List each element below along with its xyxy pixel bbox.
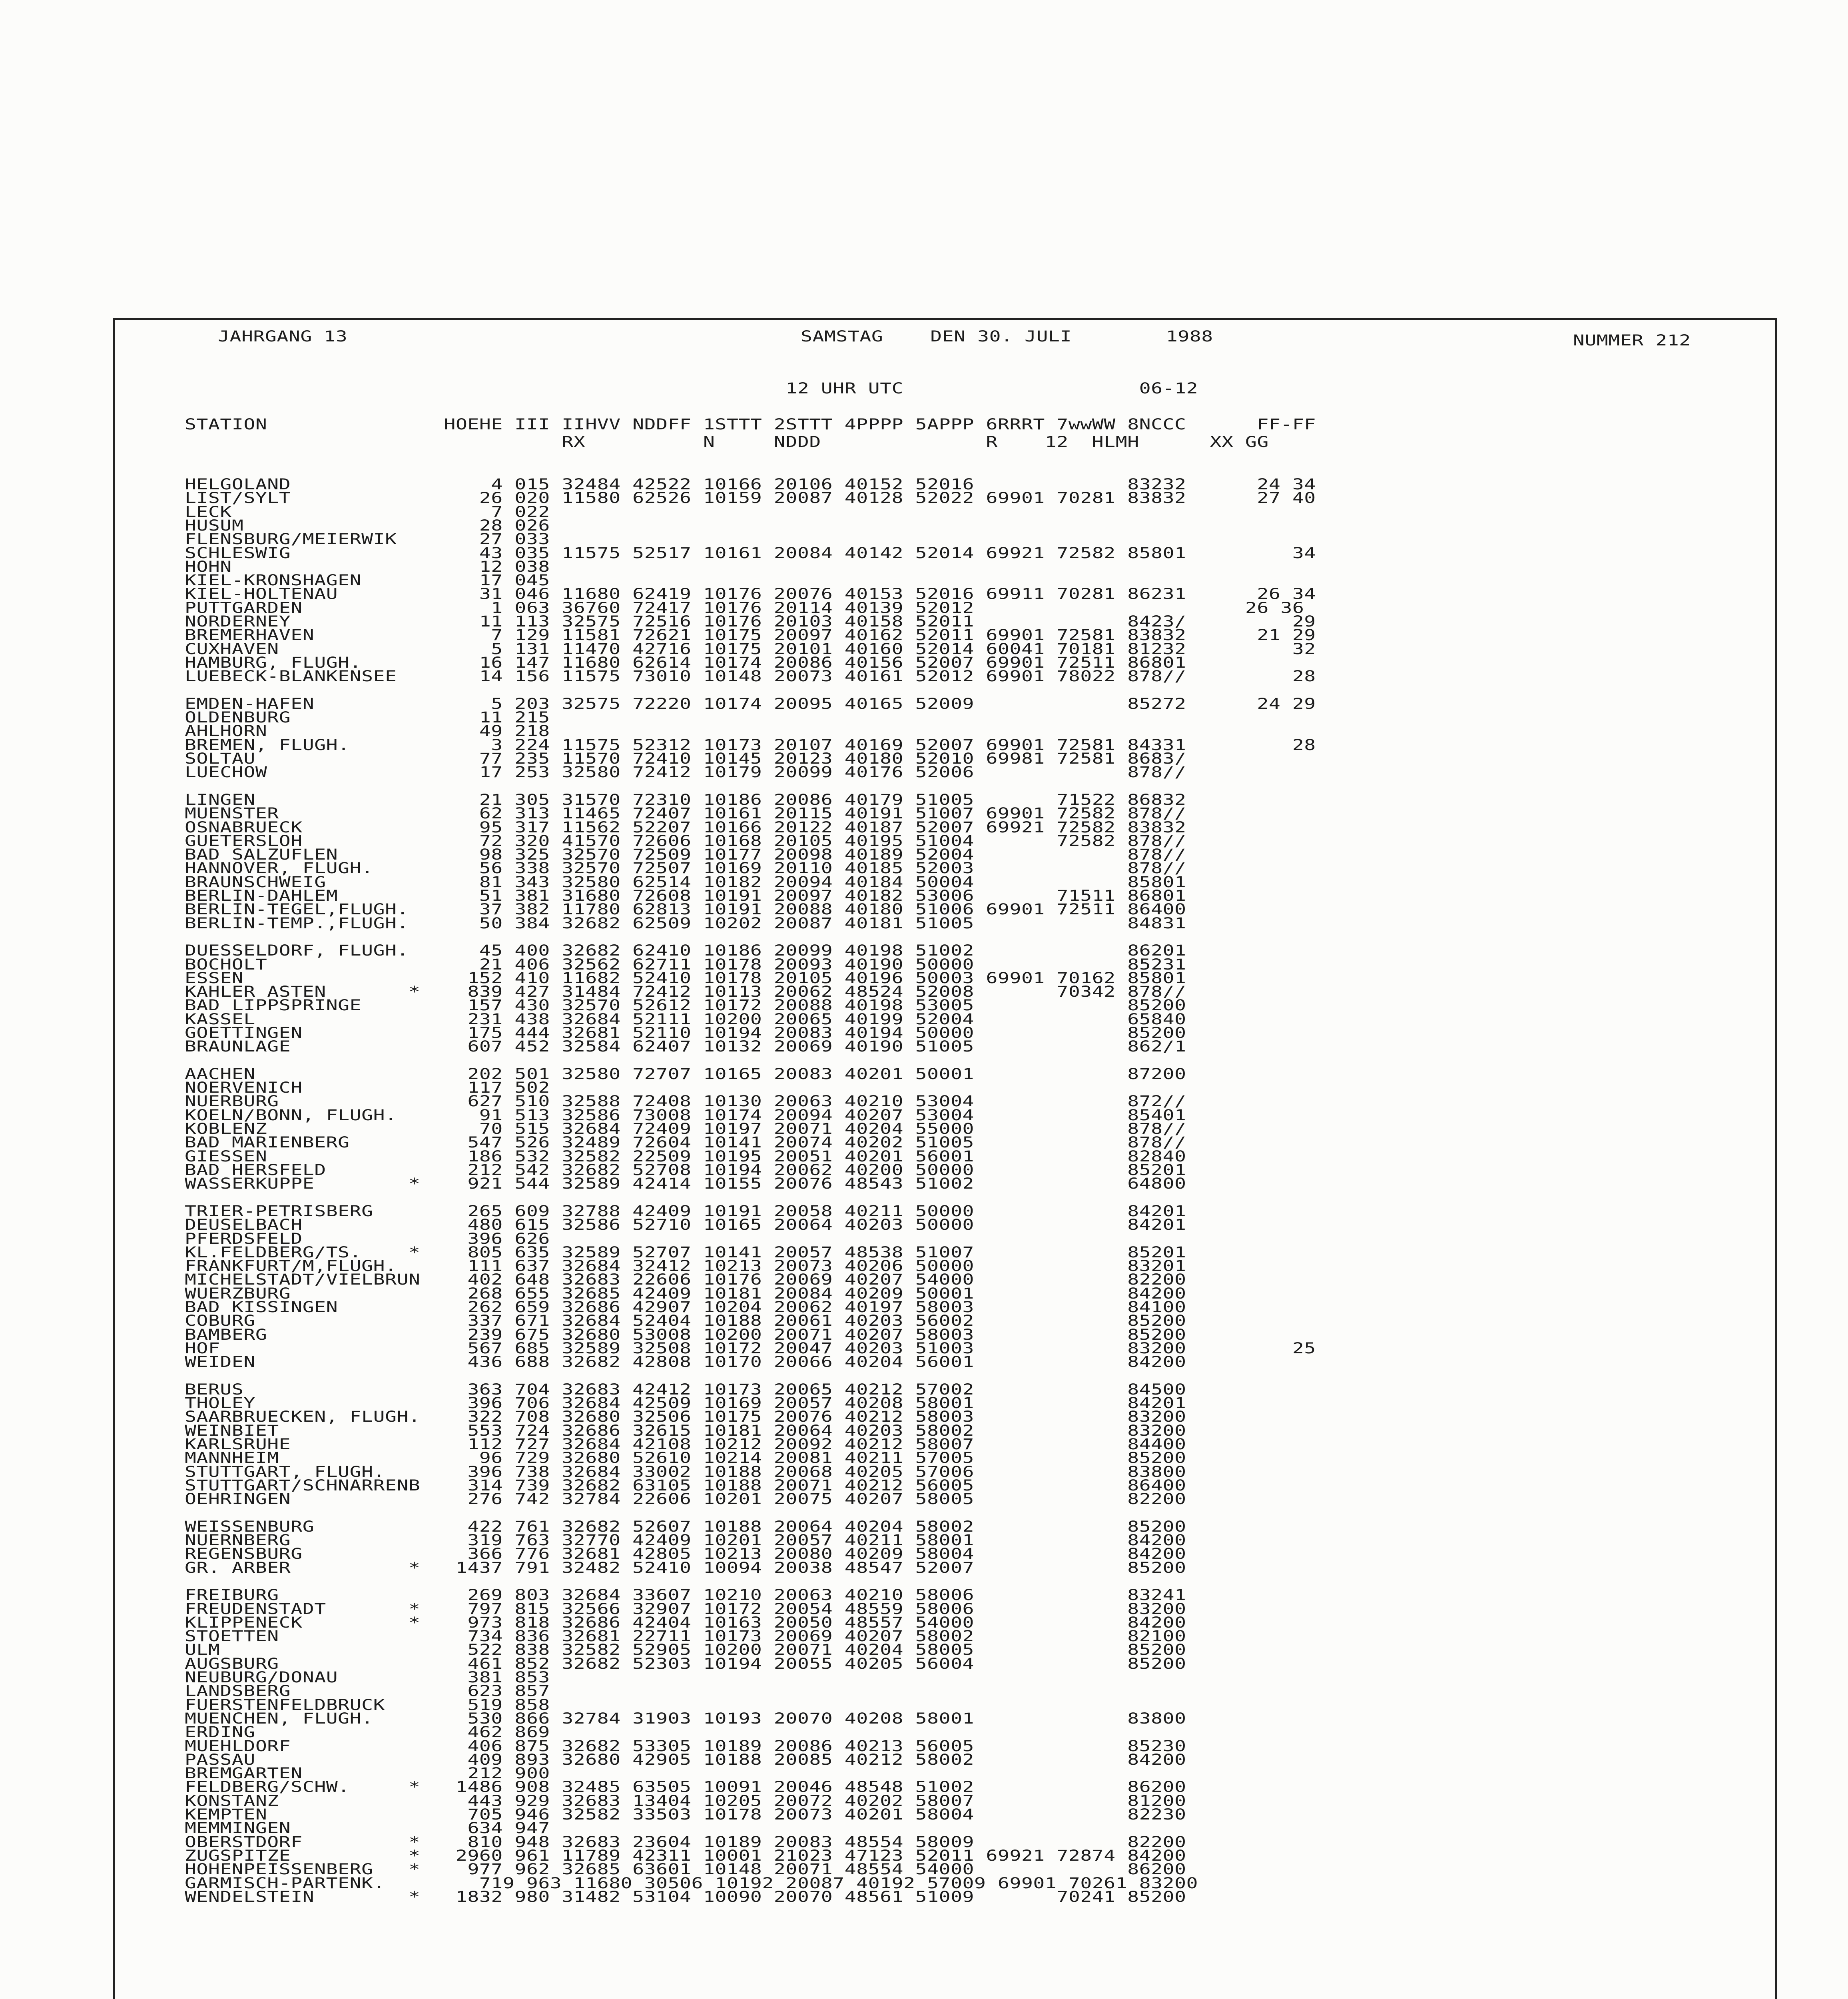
station-row: BREMEN, FLUGH. 3 224 11575 52312 10173 20107 40169 52007 69901 72581 84331 28 [161,736,1316,754]
station-row: GR. ARBER * 1437 791 32482 52410 10094 20038 48547 52007 85200 [161,1559,1186,1576]
jahrgang: JAHRGANG 13 [218,328,348,345]
table-header-line [161,397,1848,415]
station-row: BAD KISSINGEN 262 659 32686 42907 10204 20062 40197 58003 84100 [161,1299,1186,1316]
station-row: WEISSENBURG 422 761 32682 52607 10188 20064 40204 58002 85200 [161,1518,1186,1535]
station-row: OSNABRUECK 95 317 11562 52207 10166 20122 40187 52007 69921 72582 83832 [161,819,1186,836]
station-row: LUECHOW 17 253 32580 72412 10179 20099 40176 52006 878// [161,764,1186,781]
station-row: GOETTINGEN 175 444 32681 52110 10194 20083 40194 50000 85200 [161,1024,1186,1041]
table-header-line: RX N NDDD R 12 HLMH XX GG [161,433,1269,451]
station-row: GIESSEN 186 532 32582 22509 10195 20051 40201 56001 82840 [161,1148,1186,1165]
station-row: KOELN/BONN, FLUGH. 91 513 32586 73008 10174 20094 40207 53004 85401 [161,1107,1186,1124]
station-row: STOETTEN 734 836 32681 22711 10173 20069 40207 58002 82100 [161,1628,1186,1645]
station-row: HELGOLAND 4 015 32484 42522 10166 20106 40152 52016 83232 24 34 [161,476,1316,493]
station-row: FRANKFURT/M,FLUGH. 111 637 32684 32412 10213 20073 40206 50000 83201 [161,1257,1186,1275]
station-row: LINGEN 21 305 31570 72310 10186 20086 40179 51005 71522 86832 [161,791,1186,808]
station-row: KLIPPENECK * 973 818 32686 42404 10163 20050 48557 54000 84200 [161,1614,1186,1631]
station-row: ZUGSPITZE * 2960 961 11789 42311 10001 21023 47123 52011 69921 72874 84200 [161,1847,1186,1864]
station-row: MEMMINGEN 634 947 [161,1819,550,1837]
station-row: ERDING 462 869 [161,1724,550,1741]
station-row: KONSTANZ 443 929 32683 13404 10205 20072 40202 58007 81200 [161,1792,1186,1809]
station-row: GARMISCH-PARTENK. 719 963 11680 30506 10192 20087 40192 57009 69901 70261 83200 [161,1875,1198,1892]
station-row: BERUS 363 704 32683 42412 10173 20065 40212 57002 84500 [161,1381,1186,1398]
station-row: EMDEN-HAFEN 5 203 32575 72220 10174 20095 40165 52009 85272 24 29 [161,695,1316,712]
station-row: SCHLESWIG 43 035 11575 52517 10161 20084 40142 52014 69921 72582 85801 34 [161,545,1316,562]
station-row: AHLHORN 49 218 [161,722,550,740]
station-row: KASSEL 231 438 32684 52111 10200 20065 40199 52004 65840 [161,1011,1186,1028]
station-row: HOF 567 685 32589 32508 10172 20047 40203 51003 83200 25 [161,1340,1316,1357]
station-row: LECK 7 022 [161,503,550,521]
issue-number: NUMMER 212 [1573,332,1691,349]
station-row: FLENSBURG/MEIERWIK 27 033 [161,531,550,548]
table-header-line: 12 UHR UTC 06-12 [161,380,1198,397]
station-row: OEHRINGEN 276 742 32784 22606 10201 20075 40207 58005 82200 [161,1490,1186,1508]
station-row: DUESSELDORF, FLUGH. 45 400 32682 62410 10186 20099 40198 51002 86201 [161,942,1186,959]
station-row: MICHELSTADT/VIELBRUN 402 648 32683 22606 10176 20069 40207 54000 82200 [161,1271,1186,1288]
station-row: WENDELSTEIN * 1832 980 31482 53104 10090 20070 48561 51009 70241 85200 [161,1888,1186,1905]
station-row: HUSUM 28 026 [161,517,550,534]
station-row: NORDERNEY 11 113 32575 72516 10176 20103 40158 52011 8423/ 29 [161,613,1316,630]
station-row: KAHLER ASTEN * 839 427 31484 72412 10113 20062 48524 52008 70342 878// [161,983,1186,1000]
station-row: MUENCHEN, FLUGH. 530 866 32784 31903 10193 20070 40208 58001 83800 [161,1710,1186,1727]
station-row: BAD LIPPSPRINGE 157 430 32570 52612 10172 20088 40198 53005 85200 [161,997,1186,1014]
station-row: BAD HERSFELD 212 542 32682 52708 10194 20062 40200 50000 85201 [161,1161,1186,1179]
station-row: NEUBURG/DONAU 381 853 [161,1669,550,1686]
station-row: MUENSTER 62 313 11465 72407 10161 20115 40191 51007 69901 72582 878// [161,805,1186,822]
station-row: BRAUNLAGE 607 452 32584 62407 10132 20069 40190 51005 862/1 [161,1038,1186,1055]
station-row: WEIDEN 436 688 32682 42808 10170 20066 40204 56001 84200 [161,1353,1186,1371]
station-row: KARLSRUHE 112 727 32684 42108 10212 20092 40212 58007 84400 [161,1436,1186,1453]
station-row: KEMPTEN 705 946 32582 33503 10178 20073 40201 58004 82230 [161,1806,1186,1823]
station-row: BREMERHAVEN 7 129 11581 72621 10175 20097 40162 52011 69901 72581 83832 21 29 [161,626,1316,644]
station-row: TRIER-PETRISBERG 265 609 32788 42409 10191 20058 40211 50000 84201 [161,1203,1186,1220]
station-row: NUERNBERG 319 763 32770 42409 10201 20057 40211 58001 84200 [161,1532,1186,1549]
station-row: BERLIN-DAHLEM 51 381 31680 72608 10191 20097 40182 53006 71511 86801 [161,887,1186,904]
station-row: SAARBRUECKEN, FLUGH. 322 708 32680 32506 10175 20076 40212 58003 83200 [161,1408,1186,1425]
station-row: STUTTGART/SCHNARRENB 314 739 32682 63105 10188 20071 40212 56005 86400 [161,1477,1186,1494]
station-row: KOBLENZ 70 515 32684 72409 10197 20071 40204 55000 878// [161,1120,1186,1137]
station-row: NUERBURG 627 510 32588 72408 10130 20063 40210 53004 872// [161,1093,1186,1110]
station-row: GUETERSLOH 72 320 41570 72606 10168 20105 40195 51004 72582 878// [161,832,1186,850]
station-row: PASSAU 409 893 32680 42905 10188 20085 40212 58002 84200 [161,1751,1186,1768]
station-row: DEUSELBACH 480 615 32586 52710 10165 20064 40203 50000 84201 [161,1216,1186,1233]
station-row: PFERDSFELD 396 626 [161,1230,550,1247]
station-row: WASSERKUPPE * 921 544 32589 42414 10155 20076 48543 51002 64800 [161,1175,1186,1192]
station-row: WUERZBURG 268 655 32685 42409 10181 20084 40209 50001 84200 [161,1285,1186,1302]
station-row: LANDSBERG 623 857 [161,1682,550,1700]
station-row: FREIBURG 269 803 32684 33607 10210 20063 40210 58006 83241 [161,1586,1186,1604]
station-row: REGENSBURG 366 776 32681 42805 10213 20080 40209 58004 84200 [161,1545,1186,1562]
station-row: HOHN 12 038 [161,558,550,575]
station-row: AUGSBURG 461 852 32682 52303 10194 20055 40205 56004 85200 [161,1655,1186,1672]
station-row: THOLEY 396 706 32684 42509 10169 20057 40208 58001 84201 [161,1395,1186,1412]
station-row: LUEBECK-BLANKENSEE 14 156 11575 73010 10148 20073 40161 52012 69901 78022 878// 28 [161,668,1316,685]
station-row: CUXHAVEN 5 131 11470 42716 10175 20101 40160 52014 60041 70181 81232 32 [161,640,1316,658]
station-row: SOLTAU 77 235 11570 72410 10145 20123 40180 52010 69981 72581 8683/ [161,750,1186,767]
date-line: SAMSTAG DEN 30. JULI 1988 [801,328,1213,345]
station-row: ULM 522 838 32582 52905 10200 20071 40204 58005 85200 [161,1641,1186,1658]
station-row: BAD SALZUFLEN 98 325 32570 72509 10177 20098 40189 52004 878// [161,846,1186,863]
station-row: BAMBERG 239 675 32680 53008 10200 20071 40207 58003 85200 [161,1326,1186,1343]
station-row: ESSEN 152 410 11682 52410 10178 20105 40196 50003 69901 70162 85801 [161,970,1186,987]
station-row: OBERSTDORF * 810 948 32683 23604 10189 20083 48554 58009 82200 [161,1833,1186,1851]
station-row: NOERVENICH 117 502 [161,1079,550,1096]
station-row: BOCHOLT 21 406 32562 62711 10178 20093 40190 50000 85231 [161,956,1186,973]
station-row: LIST/SYLT 26 020 11580 62526 10159 20087 40128 52022 69901 70281 83832 27 40 [161,489,1316,507]
station-row: KIEL-KRONSHAGEN 17 045 [161,572,550,589]
station-row: WEINBIET 553 724 32686 32615 10181 20064 40203 58002 83200 [161,1422,1186,1439]
station-row: BERLIN-TEGEL,FLUGH. 37 382 11780 62813 10191 20088 40180 51006 69901 72511 86400 [161,901,1186,918]
station-row: AACHEN 202 501 32580 72707 10165 20083 40201 50001 87200 [161,1065,1186,1083]
station-row: BRAUNSCHWEIG 81 343 32580 62514 10182 20094 40184 50004 85801 [161,874,1186,891]
station-row: BAD MARIENBERG 547 526 32489 72604 10141 20074 40202 51005 878// [161,1134,1186,1151]
station-row: PUTTGARDEN 1 063 36760 72417 10176 20114 40139 52012 26 36 [161,599,1304,616]
station-row: KL.FELDBERG/TS. * 805 635 32589 52707 10141 20057 48538 51007 85201 [161,1244,1186,1261]
page-frame [113,318,1777,1999]
station-row: BERLIN-TEMP.,FLUGH. 50 384 32682 62509 10202 20087 40181 51005 84831 [161,915,1186,932]
station-row: FELDBERG/SCHW. * 1486 908 32485 63505 10091 20046 48548 51002 86200 [161,1778,1186,1796]
station-row: HANNOVER, FLUGH. 56 338 32570 72507 10169 20110 40185 52003 878// [161,860,1186,877]
station-row: STUTTGART, FLUGH. 396 738 32684 33002 10188 20068 40205 57006 83800 [161,1463,1186,1480]
station-row: BREMGARTEN 212 900 [161,1765,550,1782]
station-row: FUERSTENFELDBRUCK 519 858 [161,1696,550,1714]
station-row: HAMBURG, FLUGH. 16 147 11680 62614 10174 20086 40156 52007 69901 72511 86801 [161,654,1186,671]
station-row: FREUDENSTADT * 797 815 32566 32907 10172 20054 48559 58006 83200 [161,1600,1186,1618]
station-row: KIEL-HOLTENAU 31 046 11680 62419 10176 20076 40153 52016 69911 70281 86231 26 34 [161,585,1316,602]
station-row: HOHENPEISSENBERG * 977 962 32685 63601 10148 20071 48554 54000 86200 [161,1861,1186,1878]
station-row: MUEHLDORF 406 875 32682 53305 10189 20086 40213 56005 85230 [161,1738,1186,1755]
station-row: COBURG 337 671 32684 52404 10188 20061 40203 56002 85200 [161,1312,1186,1329]
station-row: MANNHEIM 96 729 32680 52610 10214 20081 40211 57005 85200 [161,1449,1186,1466]
table-header-line: STATION HOEHE III IIHVV NDDFF 1STTT 2STTT 4PPPP 5APPP 6RRRT 7wwWW 8NCCC FF-FF [161,416,1316,433]
station-row: OLDENBURG 11 215 [161,709,550,726]
